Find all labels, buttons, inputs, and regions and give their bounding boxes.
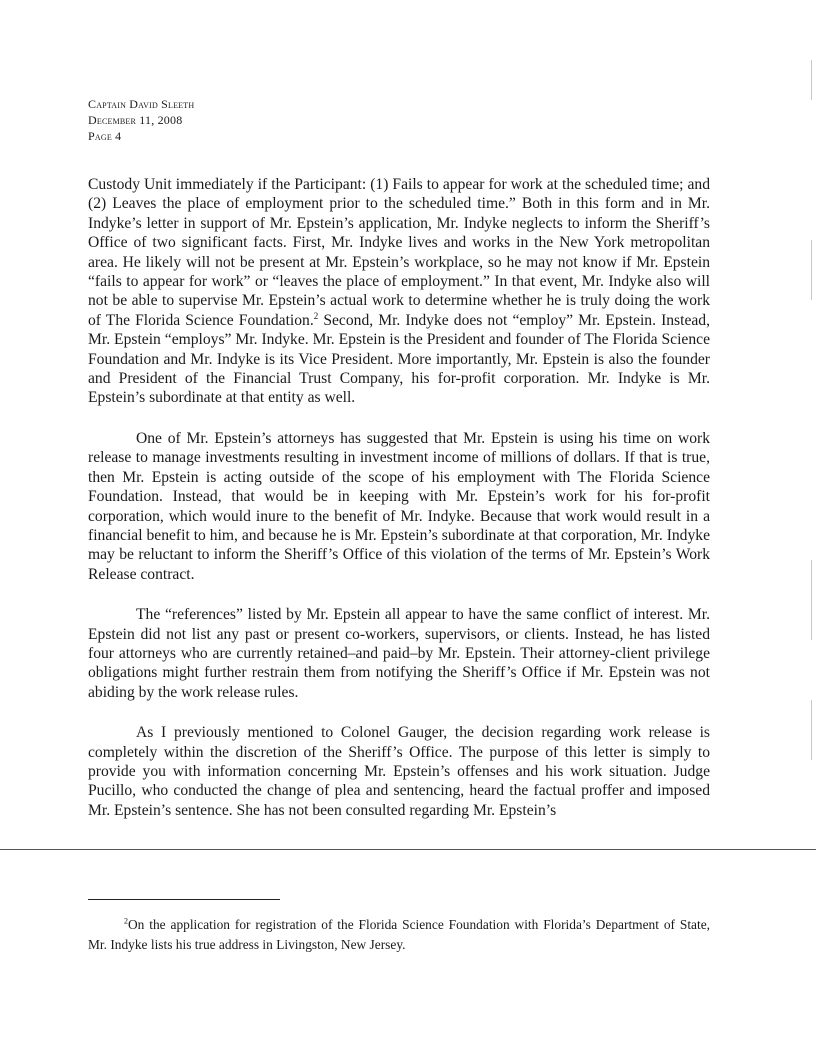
letter-body: [88, 175, 710, 841]
paragraph-1-part-a: Custody Unit immediately if the Participant: (1) Fails to appear for work at the scheduled time; and (2) Leaves the place of employment prior to the scheduled time.” Both in this form and in Mr. Indyke’s letter in support of Mr. Epstein’s application, Mr. Indyke neglects to inform the Sheriff’s Office of two significant facts. First, Mr. Indyke lives and works in the New York metropolitan area. He likely will not be present at Mr. Epstein’s workplace, so he may not know if Mr. Epstein “fails to appear for work” or “leaves the place of employment.” In that event, Mr. Indyke also will not be able to supervise Mr. Epstein’s actual work to determine whether he is truly doing the work of The Florida Science Foundation.: [88, 176, 710, 329]
scan-edge-mark: [811, 560, 812, 640]
footnote: [88, 915, 710, 955]
paragraph-4: As I previously mentioned to Colonel Gauger, the decision regarding work release is completely within the discretion of the Sheriff’s Office. The purpose of this letter is simply to provide you with information concerning Mr. Epstein’s offenses and his work situation. Judge Pucillo, who conducted the change of plea and sentencing, heard the factual proffer and imposed Mr. Epstein’s sentence. She has not been consulted regarding Mr. Epstein’s: [88, 724, 710, 819]
paragraph-2: One of Mr. Epstein’s attorneys has suggested that Mr. Epstein is using his time on work release to manage investments resulting in investment income of millions of dollars. If that is true, then Mr. Epstein is acting outside of the scope of his employment with The Florida Science Foundation. Instead, that would be in keeping with Mr. Epstein’s work for his for-profit corporation, which would inure to the benefit of Mr. Indyke. Because that work would result in a financial benefit to him, and because he is Mr. Epstein’s subordinate at that corporation, Mr. Indyke may be reluctant to inform the Sheriff’s Office of this violation of the terms of Mr. Epstein’s Work Release contract.: [88, 429, 710, 583]
paragraph-3: The “references” listed by Mr. Epstein all appear to have the same conflict of interest. Mr. Epstein did not list any past or present co-workers, supervisors, or clients. Instead, he has listed four attorneys who are currently retained–and paid–by Mr. Epstein. Their attorney-client privilege obligations might further restrain them from notifying the Sheriff’s Office if Mr. Epstein was not abiding by the work release rules.: [88, 606, 710, 701]
scan-artifact-line: [0, 849, 816, 850]
scan-edge-mark: [811, 240, 812, 300]
scan-edge-mark: [811, 700, 812, 760]
paragraph-1-part-b: Second, Mr. Indyke does not “employ” Mr. Epstein. Instead, Mr. Epstein “employs” Mr. Indyke. Mr. Epstein is the President and founder of The Florida Science Foundation and Mr. Indyke is its Vice President. More importantly, Mr. Epstein is also the founder and President of the Financial Trust Company, his for-profit corporation. Mr. Indyke is Mr. Epstein’s subordinate at that entity as well.: [88, 311, 710, 407]
paragraph-1: [88, 175, 710, 408]
footnote-divider: [88, 899, 280, 900]
page-number-line: Page 4: [88, 129, 122, 143]
scan-edge-mark: [811, 60, 812, 100]
footnote-marker: 2: [124, 916, 128, 926]
recipient-line: Captain David Sleeth: [88, 97, 195, 111]
footnote-text: On the application for registration of the Florida Science Foundation with Florida’s Department of State, Mr. Indyke lists his true address in Livingston, New Jersey.: [88, 917, 710, 952]
footnote-reference: 2: [313, 310, 319, 321]
date-line: December 11, 2008: [88, 113, 183, 127]
letter-header: [88, 96, 194, 144]
